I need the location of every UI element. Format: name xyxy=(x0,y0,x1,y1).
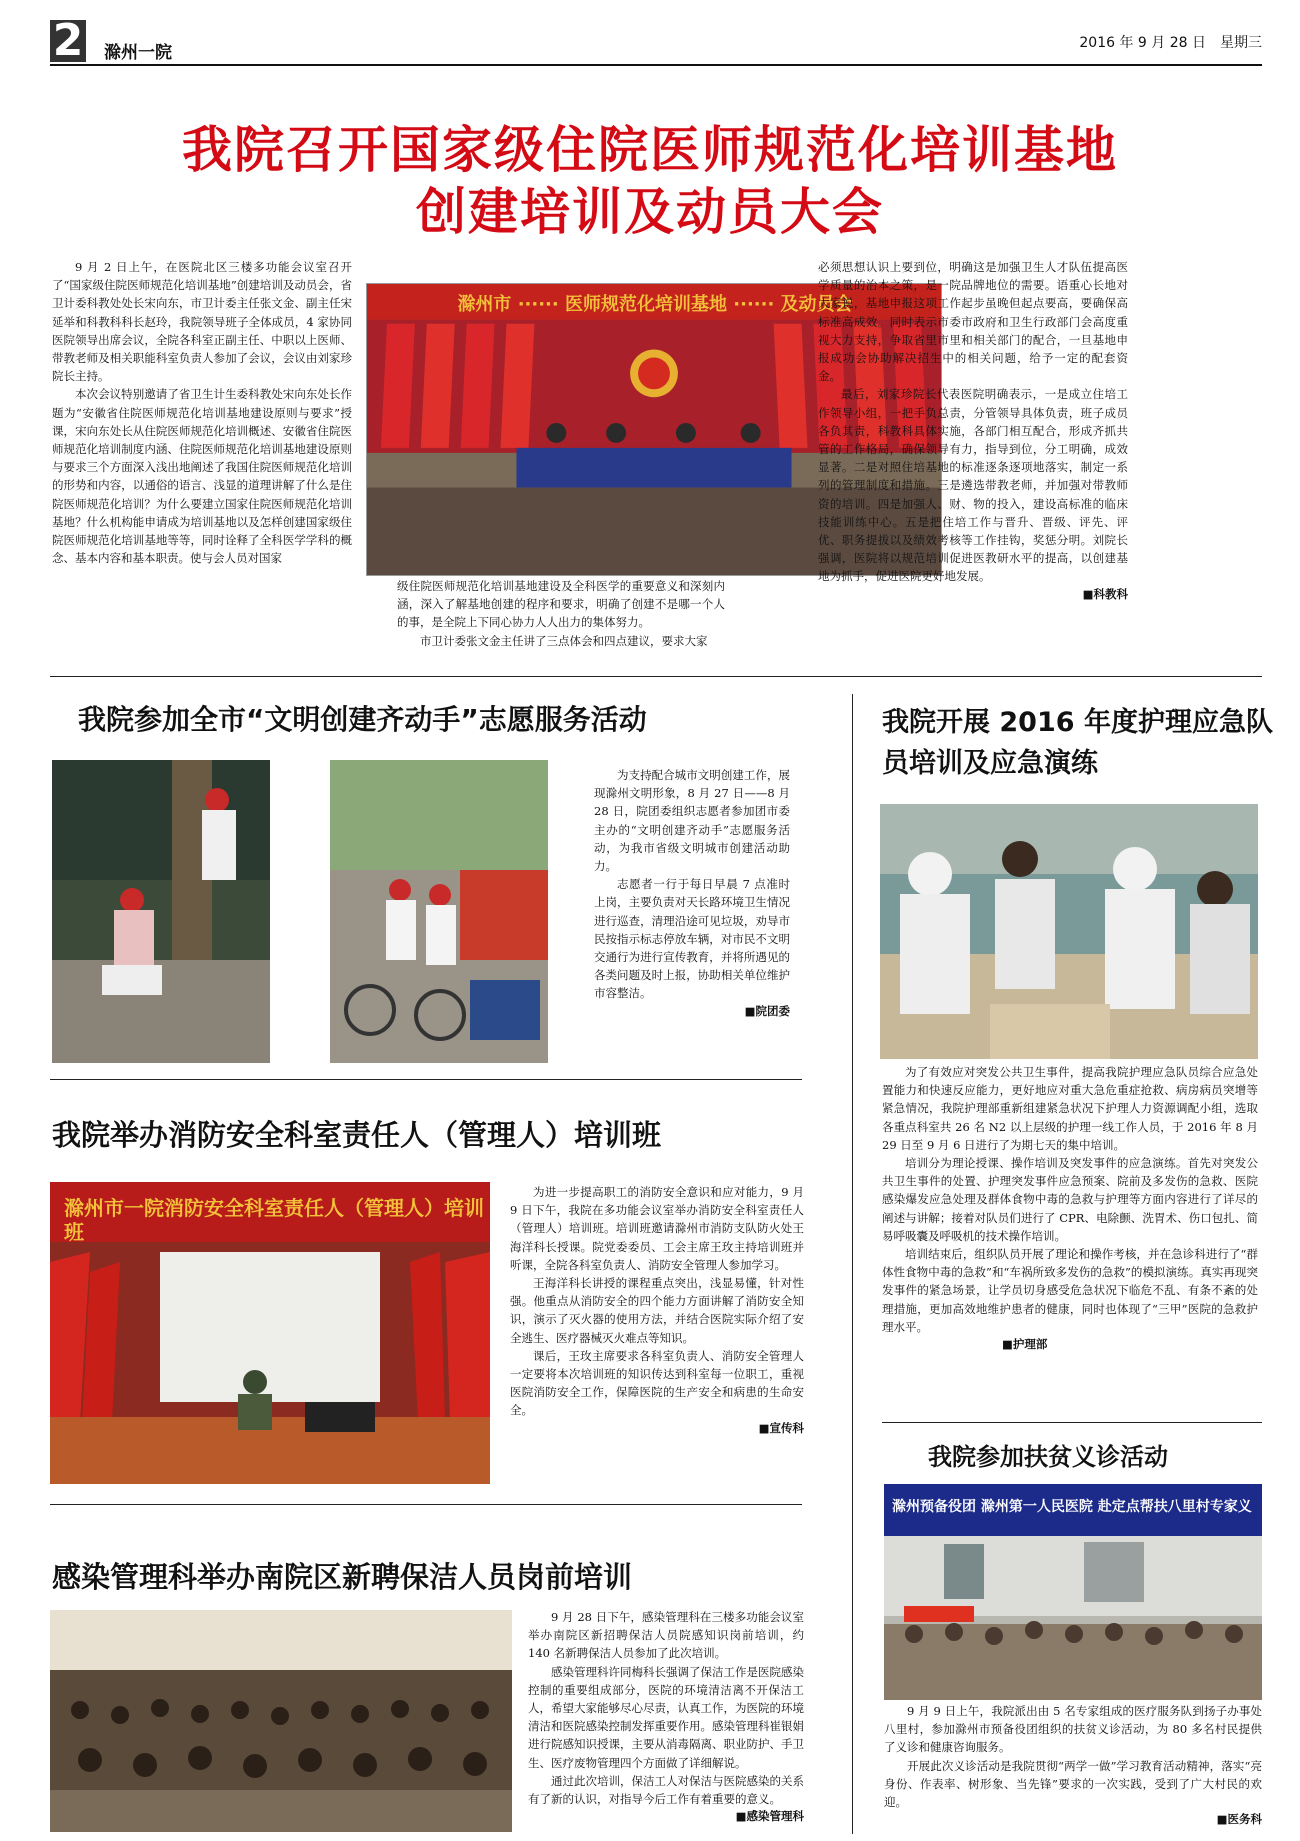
header-rule xyxy=(50,64,1262,66)
fire-training-body xyxy=(510,1183,804,1436)
lead-column-1 xyxy=(52,258,352,567)
byline: ■医务科 xyxy=(1216,1812,1262,1827)
paragraph: 志愿者一行于每日早晨 7 点准时上岗，主要负责对天长路环境卫生情况进行巡查，清理沿途可见垃圾，劝导市民按指示标志停放车辆，对市民不文明交通行为进行宣传教育，并将所遇见的各类问题及时上报，协助相关单位维护市容整洁。 xyxy=(594,877,790,1001)
paragraph: 级住院医师规范化培训基地建设及全科医学的重要意义和深刻内涵，深入了解基地创建的程序和要求，明确了创建不是哪一个人的事，是全院上下同心协力人人出力的集体努力。 xyxy=(397,579,725,630)
byline: ■护理部 xyxy=(1002,1337,1048,1352)
nursing-drill-body xyxy=(882,1063,1258,1352)
fire-training-photo xyxy=(50,1182,490,1484)
cleaning-training-body xyxy=(528,1608,804,1824)
volunteer-photo-2 xyxy=(330,760,548,1063)
section-name: 滁州一院 xyxy=(104,43,172,63)
paragraph: 课后，王玫主席要求各科室负责人、消防安全管理人一定要将本次培训班的知识传达到科室每一位职工，重视医院消防安全工作，保障医院的生产安全和病患的生命安全。 xyxy=(510,1348,804,1418)
paragraph: 为进一步提高职工的消防安全意识和应对能力，9 月 9 日下午，我院在多功能会议室举办消防安全科室责任人（管理人）培训班。培训班邀请滁州市消防支队防火处王海洋科长授课。院党委委员、工会主席王玫主持培训班并听课，全院各科室负责人、消防安全管理人参加学习。 xyxy=(510,1185,804,1272)
page-number: 2 xyxy=(50,20,86,62)
paragraph: 9 月 2 日上午，在医院北区三楼多功能会议室召开了“国家级住院医师规范化培训基地”创建培训及动员会，省卫计委科教处处长宋向东，市卫计委主任张文金、副主任宋延举和科教科科长赵玲，我院领导班子全体成员，4 家协同医院领导出席会议，全院各科室正副主任、中职以上医师、带教老师及相关职能科室负责人参加了会议，会议由刘家珍院长主持。 xyxy=(52,260,352,384)
photo-banner-text: 滁州预备役团 滁州第一人民医院 赴定点帮扶八里村专家义 xyxy=(892,1499,1252,1515)
clinic-photo xyxy=(884,1484,1262,1700)
paragraph: 必须思想认识上要到位，明确这是加强卫生人才队伍提高医学质量的治本之策，是一院品牌地位的需要。语重心长地对大家说，基地申报这项工作起步虽晚但起点要高，要确保高标准高成效。同时表示市委市政府和卫生行政部门会高度重视大力支持，争取省里市里和相关部门的配合，一旦基地申报成功会协助解决招生中的相关问题，给予一定的配套资金。 xyxy=(818,260,1128,384)
volunteer-photo-1 xyxy=(52,760,270,1063)
paragraph: 9 月 28 日下午，感染管理科在三楼多功能会议室举办南院区新招聘保洁人员院感知识岗前培训，约 140 名新聘保洁人员参加了此次培训。 xyxy=(528,1610,804,1661)
nursing-drill-photo xyxy=(880,804,1258,1059)
section-divider xyxy=(50,676,1262,677)
byline: ■院团委 xyxy=(744,1003,790,1018)
photo-banner-text: 滁州市一院消防安全科室责任人（管理人）培训班 xyxy=(64,1196,484,1244)
volunteer-body xyxy=(594,766,790,1019)
lead-column-3 xyxy=(818,258,1128,602)
paragraph: 9 月 9 日上午，我院派出由 5 名专家组成的医疗服务队到扬子办事处八里村，参加滁州市预备役团组织的扶贫义诊活动，为 80 多名村民提供了义诊和健康咨询服务。 xyxy=(884,1704,1262,1755)
byline: ■感染管理科 xyxy=(735,1809,804,1824)
paragraph: 开展此次义诊活动是我院贯彻“两学一做”学习教育活动精神，落实“亮身份、作表率、树形象、当先锋”要求的一次实践，受到了广大村民的欢迎。 xyxy=(884,1758,1262,1810)
fire-training-title: 我院举办消防安全科室责任人（管理人）培训班 xyxy=(52,1118,662,1152)
paragraph: 最后，刘家珍院长代表医院明确表示，一是成立住培工作领导小组，一把手负总责，分管领导具体负责，班子成员各负其责，科教科具体实施，各部门相互配合，形成齐抓共管的工作格局，确保领导有力，指导到位，分工明确，成效显著。二是对照住培基地的标准逐条逐项地落实，制定一系列的管理制度和措施。三是遴选带教老师，并加强对带教师资的培训。四是加强人、财、物的投入，建设高标准的临床技能训练中心。五是把住培工作与晋升、晋级、评先、评优、职务提拔以及绩效考核等工作挂钩，奖惩分明。刘院长强调，医院将以规范培训促进医教研水平的提高，以创建基地为抓手，促进医院更好地发展。 xyxy=(818,387,1128,584)
issue-date: 2016 年 9 月 28 日 星期三 xyxy=(1079,35,1262,51)
paragraph: 通过此次培训，保洁工人对保洁与医院感染的关系有了新的认识，对指导今后工作有着重要的意义。 xyxy=(528,1773,804,1807)
paragraph: 王海洋科长讲授的课程重点突出，浅显易懂，针对性强。他重点从消防安全的四个能力方面讲解了消防安全知识，演示了灭火器的使用方法，并结合医院实际介绍了安全逃生、医疗器械灭火难点等知识。 xyxy=(510,1276,804,1345)
paragraph: 培训分为理论授课、操作培训及突发事件的应急演练。首先对突发公共卫生事件的处置、护理突发事件应急预案、院前及多发伤的急救、医院感染爆发应急处理及群体食物中毒的急救与护理等方面内容进行了详尽的阐述与讲解；接着对队员们进行了 CPR、电除颤、洗胃术、伤口包扎、简易呼吸囊及呼吸机的技术操作培训。 xyxy=(882,1156,1258,1243)
byline: ■宣传科 xyxy=(758,1420,804,1435)
paragraph: 本次会议特别邀请了省卫生计生委科教处宋向东处长作题为“安徽省住院医师规范化培训基地建设原则与要求”授课，宋向东处长从住院医师规范化培训概述、安徽省住院医师规范化培训制度内涵、住院医师规范化培训基地建设原则与要求三个方面深入浅出地阐述了我国住院医师规范化培训的形势和内容，以通俗的语言、浅显的道理讲解了什么是住院医师规范化培训？为什么要建立国家住院医师规范化培训基地？什么机构能申请成为培训基地以及怎样创建国家级住院医师规范化培训基地等等，同时诠释了全科医学学科的概念、基本内容和基本职责。使与会人员对国家 xyxy=(52,387,352,566)
lead-column-2 xyxy=(397,577,725,650)
cleaning-training-title: 感染管理科举办南院区新聘保洁人员岗前培训 xyxy=(52,1560,633,1594)
lead-title-line1: 我院召开国家级住院医师规范化培训基地 xyxy=(182,121,1118,179)
section-divider xyxy=(50,1079,802,1080)
clinic-title: 我院参加扶贫义诊活动 xyxy=(928,1443,1168,1471)
paragraph: 感染管理科许同梅科长强调了保洁工作是医院感染控制的重要组成部分，医院的环境清洁离不开保洁工人，希望大家能够尽心尽责，认真工作，为医院的环境清洁和医院感染控制发挥重要作用。感染管理科崔银娟进行院感知识授课，主要从消毒隔离、职业防护、手卫生、医疗废物管理四个方面做了详细解说。 xyxy=(528,1664,804,1770)
section-divider xyxy=(50,1504,802,1505)
paragraph: 为支持配合城市文明创建工作，展现滁州文明形象，8 月 27 日——8 月 28 日，院团委组织志愿者参加团市委主办的“文明创建齐动手”志愿服务活动，为我市省级文明城市创建活动助力。 xyxy=(594,768,790,874)
byline: ■科教科 xyxy=(1082,586,1128,601)
section-divider xyxy=(882,1422,1262,1423)
nursing-drill-title-line2: 员培训及应急演练 xyxy=(882,748,1098,779)
photo-banner-text: 滁州市 ······ 医师规范化培训基地 ······ 及动员会 xyxy=(457,294,853,315)
clinic-body xyxy=(884,1702,1262,1827)
paragraph: 为了有效应对突发公共卫生事件，提高我院护理应急队员综合应急处置能力和快速反应能力，更好地应对重大急危重症抢救、病房病员突增等紧急情况，我院护理部重新组建紧急状况下护理人力资源调配小组，选取各重点科室共 26 名 N2 以上层级的护理一线工作人员，于 2016 年 8 月 29 日至 9 月 6 日进行了为期七天的集中培训。 xyxy=(882,1065,1258,1152)
nursing-drill-title-line1: 我院开展 2016 年度护理应急队 xyxy=(882,707,1273,738)
column-divider xyxy=(852,694,853,1834)
lead-title-line2: 创建培训及动员大会 xyxy=(416,183,884,241)
volunteer-title: 我院参加全市“文明创建齐动手”志愿服务活动 xyxy=(78,703,647,736)
cleaning-training-photo xyxy=(50,1610,512,1832)
paragraph: 培训结束后，组织队员开展了理论和操作考核，并在急诊科进行了“群体性食物中毒的急救”和“车祸所致多发伤的急救”的模拟演练。真实再现突发事件的紧急场景，让学员切身感受危急状况下临危不乱、有条不紊的处理措施，更加高效地维护患者的健康，同时也体现了“三甲”医院的急救护理水平。 xyxy=(882,1247,1258,1334)
paragraph: 市卫计委张文金主任讲了三点体会和四点建议，要求大家 xyxy=(420,633,708,648)
